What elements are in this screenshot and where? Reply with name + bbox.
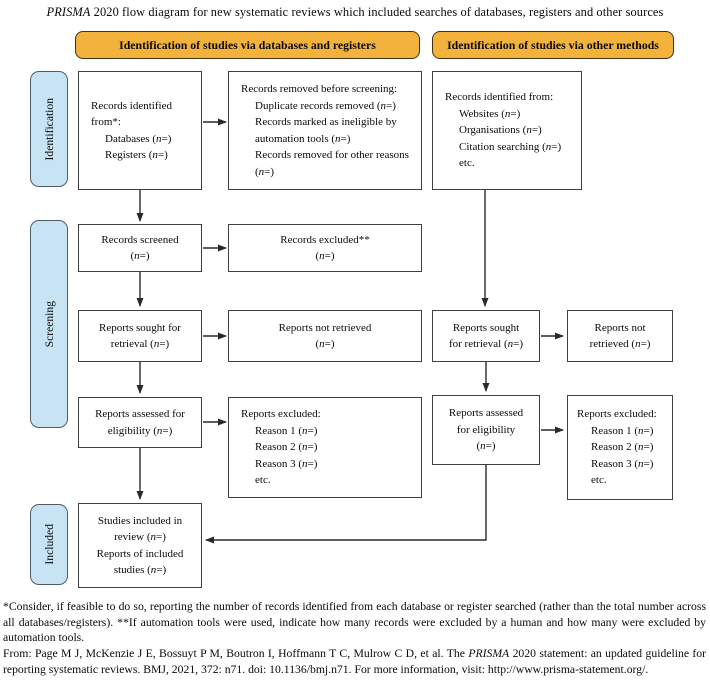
stage-label-screening xyxy=(30,220,68,428)
box-line: retrieval (n=) xyxy=(110,338,170,350)
box-line: Studies included in xyxy=(97,514,183,527)
box-heading: Records identified from: xyxy=(445,91,554,104)
box-item: Duplicate records removed (n=) xyxy=(255,99,396,112)
box-reports-assessed-other xyxy=(432,395,540,465)
box-line: (n=) xyxy=(315,338,335,350)
box-item: etc. xyxy=(255,474,271,487)
box-heading: Reports excluded: xyxy=(577,408,657,421)
stage-label-text: Included xyxy=(42,524,56,565)
box-item: Records marked as ineligible by automation tools (n=) xyxy=(255,116,397,145)
box-item: Reason 3 (n=) xyxy=(255,457,318,470)
box-item: Websites (n=) xyxy=(459,107,521,120)
box-records-excluded xyxy=(228,224,422,272)
stage-label-text: Screening xyxy=(42,300,56,348)
box-line: (n=) xyxy=(315,250,335,262)
box-item: etc. xyxy=(591,474,607,487)
box-records-identified-other xyxy=(432,71,582,190)
box-line: review (n=) xyxy=(114,531,166,543)
box-item: Registers (n=) xyxy=(105,149,168,161)
stage-label-text: Identification xyxy=(42,97,56,161)
footer-notes xyxy=(3,599,706,677)
box-reports-excluded-other xyxy=(567,395,673,500)
box-item: Citation searching (n=) xyxy=(459,140,562,153)
box-line: Reports not retrieved xyxy=(278,321,372,334)
box-studies-included xyxy=(78,503,202,588)
box-line: studies (n=) xyxy=(113,564,167,576)
box-line: for eligibility xyxy=(456,423,516,436)
box-line: eligibility (n=) xyxy=(107,424,173,437)
box-reports-assessed-databases xyxy=(78,397,202,448)
box-item: Reason 3 (n=) xyxy=(591,457,654,470)
box-records-identified-databases xyxy=(78,71,202,190)
box-line: Reports not xyxy=(594,321,646,334)
box-records-screened xyxy=(78,224,202,272)
box-reports-excluded-databases xyxy=(228,397,422,498)
box-reports-not-retrieved-databases xyxy=(228,310,422,362)
box-records-removed xyxy=(228,71,422,190)
citation-text: From: Page M J, McKenzie J E, Bossuyt P M, Boutron I, Hoffmann T C, Mulrow C D, et al. The PRISMA 2020 statement: an updated guideline for reporting systematic reviews. BMJ, 2021, 372: n71. doi: 10.1136/bmj.n71. For more information, visit: http://www.prisma-statement.org/. xyxy=(3,647,707,676)
box-line: Reports sought for xyxy=(99,321,181,334)
stage-label-included xyxy=(30,504,68,585)
box-line: Reports assessed for xyxy=(95,408,185,420)
stage-label-identification xyxy=(30,71,68,187)
box-reports-sought-databases xyxy=(78,310,202,362)
box-item: Reason 2 (n=) xyxy=(255,441,318,454)
box-heading: Records identified from*: xyxy=(91,99,172,128)
box-item: Records removed for other reasons (n=) xyxy=(255,149,409,178)
header-databases-registers: Identification of studies via databases and registers xyxy=(75,31,420,59)
box-line: Reports of included xyxy=(96,547,184,560)
box-reports-sought-other xyxy=(432,310,540,362)
box-reports-not-retrieved-other xyxy=(567,310,673,362)
box-item: Organisations (n=) xyxy=(459,124,542,137)
box-item: Reason 1 (n=) xyxy=(255,424,318,437)
box-line: (n=) xyxy=(476,440,496,453)
box-line: Reports assessed xyxy=(448,407,524,420)
box-line: Records excluded** xyxy=(280,233,370,246)
box-heading: Reports excluded: xyxy=(241,408,321,421)
footnote-text: *Consider, if feasible to do so, reporting the number of records identified from each database or register searched (rather than the total number across all databases/registers). **If automation tools were used, indicate how many records were excluded by a human and how many were excluded by automation tools. xyxy=(3,600,706,645)
box-item: Databases (n=) xyxy=(105,132,172,145)
box-item: Reason 2 (n=) xyxy=(591,441,654,454)
diagram-title: PRISMA 2020 flow diagram for new systematic reviews which included searches of databases, registers and other sources xyxy=(46,5,664,19)
box-heading: Records removed before screening: xyxy=(241,83,398,95)
box-line: Reports sought xyxy=(452,321,520,334)
box-line: Records screened xyxy=(101,233,179,246)
box-line: retrieved (n=) xyxy=(589,338,651,350)
box-line: for retrieval (n=) xyxy=(448,338,523,350)
box-item: Reason 1 (n=) xyxy=(591,424,654,437)
box-item: etc. xyxy=(459,157,475,170)
header-other-methods: Identification of studies via other methods xyxy=(432,31,674,59)
box-line: (n=) xyxy=(130,250,150,262)
